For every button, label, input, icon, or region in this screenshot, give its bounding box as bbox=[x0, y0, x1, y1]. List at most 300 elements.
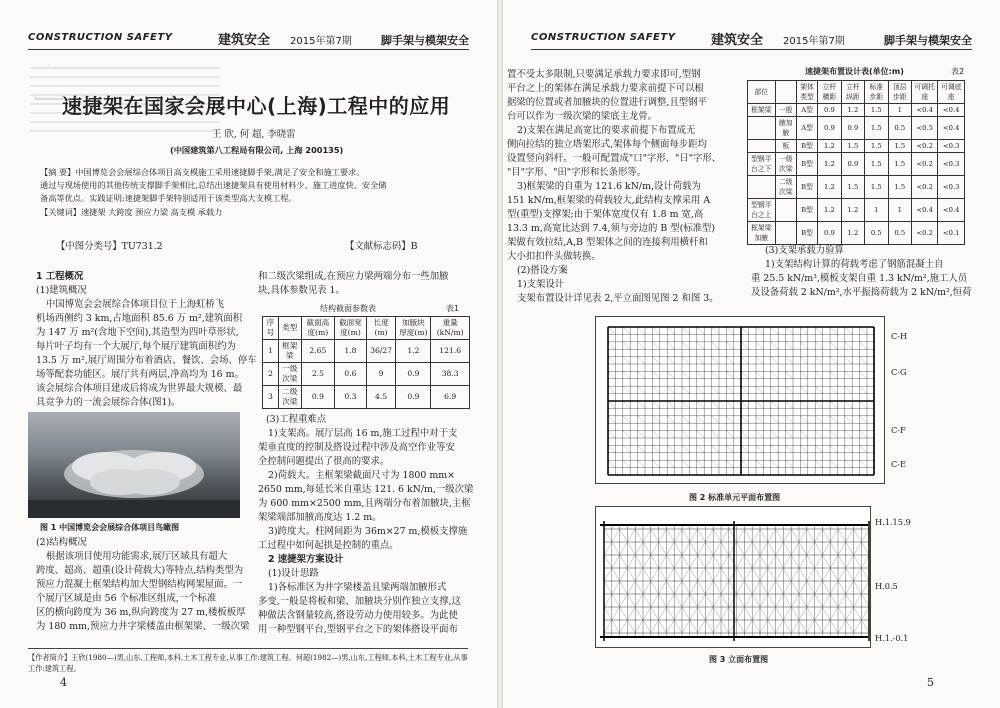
table-header-cell: 长度(m) bbox=[366, 317, 396, 340]
drawing-line bbox=[786, 371, 793, 378]
drawing-line bbox=[737, 581, 745, 594]
drawing-line bbox=[682, 386, 689, 393]
drawing-line bbox=[800, 371, 807, 378]
table-cell: <0.4 bbox=[938, 117, 965, 140]
table-cell: 121.6 bbox=[431, 340, 470, 363]
table-2 bbox=[747, 80, 965, 245]
drawing-line bbox=[744, 529, 752, 542]
drawing-line bbox=[807, 555, 815, 568]
drawing-line bbox=[861, 581, 869, 594]
drawing-line bbox=[783, 529, 791, 542]
drawing-line bbox=[776, 581, 784, 594]
table-header-cell: 加腋块厚度(m) bbox=[396, 317, 431, 340]
drawing-line bbox=[623, 327, 630, 334]
drawing-line bbox=[815, 401, 822, 408]
drawing-line bbox=[652, 416, 659, 423]
drawing-line bbox=[756, 401, 763, 408]
authors: 王 欣, 何 超, 李晓雷 bbox=[212, 129, 296, 140]
drawing-line bbox=[741, 357, 748, 364]
body-line: 为 180 mm,预应力井字梁楼盖由框架梁、一级次梁 bbox=[36, 621, 250, 632]
body-line: 支架布置设计详见表 2,平立面图见图 2 和图 3。 bbox=[517, 293, 719, 304]
drawing-line bbox=[667, 416, 674, 423]
drawing-line bbox=[638, 460, 645, 467]
table-row bbox=[263, 386, 470, 409]
drawing-line bbox=[729, 581, 737, 594]
drawing-line bbox=[776, 607, 784, 620]
table-cell: 1.5 bbox=[888, 153, 911, 176]
table-cell bbox=[775, 199, 796, 222]
table-cell: 板 bbox=[775, 140, 796, 153]
body-line: 为 600 mm×2500 mm,且两端分布着加腋块,主框 bbox=[258, 498, 471, 509]
table-header-cell: 截面高度(m) bbox=[301, 317, 335, 340]
drawing-line bbox=[627, 542, 635, 555]
body-line: 3)跨度大。柱网间距为 36m×27 m,模板支撑施 bbox=[268, 526, 468, 537]
drawing-line bbox=[643, 568, 651, 581]
drawing-line bbox=[721, 581, 729, 594]
drawing-line bbox=[799, 620, 807, 633]
table-cell: <0.4 bbox=[911, 104, 937, 117]
drawing-line bbox=[643, 620, 651, 633]
drawing-line bbox=[800, 357, 807, 364]
drawing-line bbox=[741, 460, 748, 467]
drawing-line bbox=[786, 342, 793, 349]
drawing-line bbox=[627, 555, 635, 568]
drawing-line bbox=[800, 445, 807, 452]
subheading: (1)设计思路 bbox=[268, 568, 319, 579]
drawing-line bbox=[845, 416, 852, 423]
drawing-line bbox=[815, 581, 823, 594]
drawing-line bbox=[705, 542, 713, 555]
left-page bbox=[0, 0, 497, 708]
table-header-cell bbox=[775, 81, 796, 104]
drawing-line bbox=[726, 371, 733, 378]
drawing-line bbox=[674, 581, 682, 594]
drawing-line bbox=[726, 401, 733, 408]
drawing-line bbox=[822, 555, 830, 568]
drawing-line bbox=[721, 607, 729, 620]
drawing-line bbox=[846, 620, 854, 633]
body-line: 1)各标准区为井字梁楼盖且梁两端加腋形式 bbox=[268, 582, 447, 593]
drawing-line bbox=[756, 431, 763, 438]
drawing-line bbox=[627, 568, 635, 581]
drawing-line bbox=[776, 542, 784, 555]
table-cell: 框架梁加腋 bbox=[748, 222, 776, 245]
drawing-line bbox=[845, 357, 852, 364]
drawing-line bbox=[682, 357, 689, 364]
drawing-line bbox=[659, 555, 667, 568]
drawing-line bbox=[604, 607, 612, 620]
body-line: 型(重型)支撑架;由于架体宽度仅有 1.8 m 宽,高 bbox=[507, 209, 704, 220]
drawing-line bbox=[737, 555, 745, 568]
drawing-line bbox=[815, 357, 822, 364]
drawing-line bbox=[604, 555, 612, 568]
drawing-line bbox=[846, 555, 854, 568]
drawing-line bbox=[783, 607, 791, 620]
drawing-line bbox=[682, 594, 690, 607]
drawing-line bbox=[846, 542, 854, 555]
body-line: 平台之上的架体在满足承载力要求前提下可以根 bbox=[507, 83, 704, 94]
table-cell: 0.9 bbox=[396, 363, 431, 386]
drawing-line bbox=[845, 371, 852, 378]
table-cell: 2.65 bbox=[301, 340, 335, 363]
drawing-line bbox=[705, 555, 713, 568]
table-cell: 框架梁 bbox=[748, 104, 776, 117]
drawing-line bbox=[712, 416, 719, 423]
drawing-line bbox=[697, 371, 704, 378]
drawing-line bbox=[682, 568, 690, 581]
table-cell: <0.3 bbox=[938, 140, 965, 153]
drawing-line bbox=[791, 594, 799, 607]
drawing-line bbox=[846, 594, 854, 607]
subheading: (3)工程重难点 bbox=[266, 414, 327, 425]
drawing-line bbox=[744, 568, 752, 581]
subheading: (3)支架承载力验算 bbox=[765, 245, 844, 256]
table-cell: 1.5 bbox=[888, 176, 911, 199]
table-cell bbox=[748, 117, 776, 140]
drawing-line bbox=[846, 568, 854, 581]
drawing-line bbox=[807, 594, 815, 607]
drawing-line bbox=[666, 555, 674, 568]
drawing-line bbox=[697, 357, 704, 364]
table-cell: 1.5 bbox=[841, 176, 864, 199]
drawing-line bbox=[651, 568, 659, 581]
table-cell: <0.2 bbox=[911, 176, 937, 199]
drawing-line bbox=[638, 445, 645, 452]
body-line: 用一种型钢平台,型钢平台之下的架体搭设平面布 bbox=[258, 624, 458, 635]
drawing-line bbox=[729, 529, 737, 542]
drawing-line bbox=[771, 416, 778, 423]
drawing-line bbox=[800, 460, 807, 467]
table-row bbox=[748, 222, 965, 245]
drawing-line bbox=[791, 529, 799, 542]
body-line: 架做有效拉结,A,B 型架体之间的连接利用横杆和 bbox=[507, 237, 708, 248]
table-cell: 0.9 bbox=[841, 117, 864, 140]
drawing-line bbox=[726, 431, 733, 438]
drawing-line bbox=[830, 431, 837, 438]
table-cell: <0.3 bbox=[938, 176, 965, 199]
drawing-line bbox=[838, 594, 846, 607]
page-number: 5 bbox=[927, 676, 934, 689]
drawing-line bbox=[690, 542, 698, 555]
drawing-line bbox=[690, 581, 698, 594]
drawing-line bbox=[830, 542, 838, 555]
author-footnote: 【作者简介】王欣(1980—)男,山东,工程师,本科,土木工程专业,从事工作:建筑工程。何超(1982—)男,山东,工程师,本科,土木工程专业,从事工作:建筑工程。 bbox=[28, 648, 468, 674]
body-line: 2650 mm,每延长米自重达 121. 6 kN/m,一级次梁 bbox=[258, 484, 474, 495]
table-cell: 3 bbox=[263, 386, 279, 409]
drawing-line bbox=[667, 445, 674, 452]
drawing-line bbox=[726, 416, 733, 423]
drawing-line bbox=[638, 327, 645, 334]
body-line: 具竞争力的一流会展综合体(图1)。 bbox=[36, 397, 181, 408]
drawing-line bbox=[682, 581, 690, 594]
drawing-line bbox=[737, 542, 745, 555]
body-line: 151 kN/m,框架梁的荷载较大,此结构支撑采用 A bbox=[507, 195, 711, 206]
drawing-line bbox=[674, 594, 682, 607]
page-header bbox=[28, 28, 469, 50]
table-cell: 2.5 bbox=[301, 363, 335, 386]
abstract-line: 【摘 要】中国博览会会展综合体项目高支模施工采用速捷脚手架,满足了安全和施工要求。 bbox=[40, 167, 365, 177]
drawing-line bbox=[776, 529, 784, 542]
table-row bbox=[748, 153, 965, 176]
body-line: 据梁的位置或者加腋块的位置进行调整,且型钢平 bbox=[507, 97, 707, 108]
drawing-line bbox=[815, 327, 822, 334]
table-cell: 1.2 bbox=[818, 153, 841, 176]
drawing-line bbox=[705, 607, 713, 620]
drawing-line bbox=[682, 327, 689, 334]
right-page bbox=[503, 0, 1000, 708]
body-line: 3)框架梁的自重为 121.6 kN/m,设计荷载为 bbox=[517, 181, 701, 192]
drawing-line bbox=[861, 542, 869, 555]
table-cell: 框架梁 bbox=[278, 340, 301, 363]
drawing-line bbox=[744, 607, 752, 620]
table-cell bbox=[748, 140, 776, 153]
drawing-line bbox=[815, 594, 823, 607]
drawing-line bbox=[643, 607, 651, 620]
table-cell: 1.2 bbox=[818, 199, 841, 222]
drawing-line bbox=[737, 620, 745, 633]
drawing-line bbox=[705, 581, 713, 594]
drawing-line bbox=[604, 529, 612, 542]
drawing-line bbox=[771, 342, 778, 349]
drawing-line bbox=[786, 357, 793, 364]
drawing-line bbox=[726, 460, 733, 467]
drawing-line bbox=[807, 620, 815, 633]
drawing-line bbox=[659, 607, 667, 620]
drawing-line bbox=[623, 401, 630, 408]
table-cell: <0.4 bbox=[911, 199, 937, 222]
drawing-line bbox=[760, 607, 768, 620]
drawing-line bbox=[815, 386, 822, 393]
drawing-line bbox=[651, 581, 659, 594]
drawing-line bbox=[635, 620, 643, 633]
drawing-line bbox=[729, 620, 737, 633]
drawing-line bbox=[771, 386, 778, 393]
drawing-line bbox=[652, 386, 659, 393]
table-cell: 1.2 bbox=[841, 199, 864, 222]
drawing-line bbox=[786, 386, 793, 393]
drawing-line bbox=[760, 529, 768, 542]
body-line: 2)荷载大。主框架梁截面尺寸为 1800 mm× bbox=[268, 470, 455, 481]
drawing-line bbox=[638, 416, 645, 423]
drawing-line bbox=[721, 620, 729, 633]
drawing-line bbox=[666, 542, 674, 555]
elevation-label: H.1.15.9 bbox=[875, 517, 911, 527]
drawing-line bbox=[860, 342, 867, 349]
drawing-line bbox=[666, 594, 674, 607]
body-line: 工过程中如何起拱是控制的重点。 bbox=[258, 540, 399, 551]
header-column: 脚手架与模架安全 bbox=[884, 34, 972, 47]
drawing-line bbox=[822, 529, 830, 542]
drawing-line bbox=[822, 568, 830, 581]
table-header-cell: 立杆横距 bbox=[818, 81, 841, 104]
drawing-line bbox=[620, 568, 628, 581]
drawing-line bbox=[800, 327, 807, 334]
drawing-line bbox=[845, 460, 852, 467]
drawing-line bbox=[861, 529, 869, 542]
drawing-line bbox=[623, 371, 630, 378]
table-cell: <0.2 bbox=[911, 140, 937, 153]
drawing-line bbox=[771, 401, 778, 408]
drawing-line bbox=[845, 327, 852, 334]
drawing-line bbox=[608, 357, 615, 364]
drawing-line bbox=[713, 555, 721, 568]
drawing-line bbox=[737, 607, 745, 620]
drawing-line bbox=[768, 620, 776, 633]
drawing-line bbox=[620, 620, 628, 633]
drawing-line bbox=[612, 529, 620, 542]
body-line: 全控制问题提出了很高的要求。 bbox=[258, 456, 390, 467]
drawing-line bbox=[791, 607, 799, 620]
table-1-label: 表1 bbox=[446, 304, 460, 313]
drawing-line bbox=[791, 555, 799, 568]
drawing-line bbox=[760, 620, 768, 633]
drawing-line bbox=[771, 357, 778, 364]
drawing-line bbox=[690, 529, 698, 542]
drawing-line bbox=[638, 342, 645, 349]
drawing-line bbox=[666, 607, 674, 620]
table-cell: 腋加腋 bbox=[775, 117, 796, 140]
drawing-line bbox=[830, 568, 838, 581]
drawing-line bbox=[690, 568, 698, 581]
table-cell: 4.5 bbox=[366, 386, 396, 409]
drawing-line bbox=[698, 581, 706, 594]
drawing-line bbox=[652, 371, 659, 378]
drawing-line bbox=[651, 607, 659, 620]
drawing-line bbox=[815, 371, 822, 378]
drawing-line bbox=[674, 542, 682, 555]
drawing-line bbox=[666, 581, 674, 594]
drawing-line bbox=[799, 542, 807, 555]
table-row bbox=[748, 104, 965, 117]
drawing-line bbox=[752, 542, 760, 555]
drawing-line bbox=[760, 568, 768, 581]
body-line: "目"字形、"田"字形和长条形等。 bbox=[507, 167, 647, 178]
drawing-line bbox=[741, 431, 748, 438]
table-cell: <0.4 bbox=[938, 199, 965, 222]
body-line: 1)支架结构计算的荷载考虑了钢筋混凝土自 bbox=[765, 259, 944, 270]
drawing-line bbox=[697, 401, 704, 408]
drawing-line bbox=[659, 529, 667, 542]
drawing-line bbox=[712, 371, 719, 378]
subheading: (1)建筑概况 bbox=[36, 285, 87, 296]
drawing-line bbox=[608, 401, 615, 408]
table-cell: 0.9 bbox=[841, 153, 864, 176]
drawing-line bbox=[643, 542, 651, 555]
drawing-line bbox=[623, 357, 630, 364]
drawing-line bbox=[799, 529, 807, 542]
drawing-line bbox=[666, 529, 674, 542]
drawing-line bbox=[861, 568, 869, 581]
drawing-line bbox=[612, 594, 620, 607]
table-2-caption: 速捷架布置设计表(单位:m) bbox=[805, 67, 904, 76]
table-cell: 1.2 bbox=[841, 222, 864, 245]
drawing-line bbox=[635, 568, 643, 581]
drawing-line bbox=[799, 555, 807, 568]
drawing-line bbox=[652, 357, 659, 364]
drawing-line bbox=[756, 327, 763, 334]
drawing-line bbox=[712, 386, 719, 393]
body-line: 预应力混凝土框架结构加大型钢结构网架屋面。一 bbox=[36, 579, 243, 590]
header-magazine-name: 建筑安全 bbox=[711, 33, 764, 48]
header-journal-en: CONSTRUCTION SAFETY bbox=[28, 32, 173, 43]
body-line: 种做法含钢量较高,搭设劳动力使用较多。为此使 bbox=[258, 610, 458, 621]
drawing-line bbox=[682, 416, 689, 423]
drawing-line bbox=[830, 342, 837, 349]
table-cell: 1.8 bbox=[335, 340, 367, 363]
drawing-line bbox=[620, 555, 628, 568]
body-line: 置不受太多限制,只要满足承载力要求即可,型钢 bbox=[507, 69, 701, 80]
drawing-line bbox=[638, 357, 645, 364]
body-line: 及设备荷载 2 kN/m²,水平振捣荷载为 2 kN/m²,恒荷 bbox=[751, 287, 972, 298]
drawing-line bbox=[815, 431, 822, 438]
table-header-cell: 截面宽度(m) bbox=[335, 317, 367, 340]
drawing-line bbox=[635, 594, 643, 607]
page-number: 4 bbox=[60, 676, 67, 689]
drawing-line bbox=[783, 542, 791, 555]
drawing-line bbox=[830, 445, 837, 452]
drawing-line bbox=[608, 460, 615, 467]
table-cell: 0.3 bbox=[335, 386, 367, 409]
body-line: 每片叶子均有一个大展厅,每个展厅建筑面积约为 bbox=[36, 341, 236, 352]
body-line: 跨度、超高、超重(设计荷载大)等特点,结构类型为 bbox=[36, 565, 244, 576]
drawing-line bbox=[799, 607, 807, 620]
drawing-line bbox=[783, 594, 791, 607]
drawing-line bbox=[800, 416, 807, 423]
drawing-line bbox=[612, 542, 620, 555]
drawing-line bbox=[838, 607, 846, 620]
drawing-line bbox=[620, 607, 628, 620]
drawing-line bbox=[752, 529, 760, 542]
drawing-line bbox=[791, 581, 799, 594]
table-row bbox=[748, 176, 965, 199]
drawing-line bbox=[697, 386, 704, 393]
drawing-line bbox=[854, 555, 862, 568]
drawing-line bbox=[612, 568, 620, 581]
table-cell: <0.2 bbox=[911, 153, 937, 176]
table-cell: B型 bbox=[796, 153, 817, 176]
drawing-line bbox=[698, 594, 706, 607]
drawing-line bbox=[698, 555, 706, 568]
drawing-line bbox=[652, 327, 659, 334]
drawing-line bbox=[682, 342, 689, 349]
table-cell: 1 bbox=[888, 104, 911, 117]
drawing-line bbox=[712, 431, 719, 438]
drawing-line bbox=[623, 416, 630, 423]
drawing-line bbox=[744, 620, 752, 633]
drawing-line bbox=[651, 594, 659, 607]
table-row bbox=[748, 140, 965, 153]
drawing-line bbox=[729, 568, 737, 581]
table-cell: 0.6 bbox=[335, 363, 367, 386]
page-header bbox=[531, 28, 972, 50]
drawing-line bbox=[741, 371, 748, 378]
drawing-line bbox=[627, 529, 635, 542]
drawing-line bbox=[807, 542, 815, 555]
drawing-line bbox=[854, 529, 862, 542]
drawing-line bbox=[652, 401, 659, 408]
drawing-line bbox=[760, 555, 768, 568]
drawing-line bbox=[760, 594, 768, 607]
drawing-line bbox=[744, 555, 752, 568]
drawing-line bbox=[741, 386, 748, 393]
drawing-line bbox=[659, 620, 667, 633]
drawing-line bbox=[604, 594, 612, 607]
drawing-line bbox=[705, 594, 713, 607]
drawing-line bbox=[771, 371, 778, 378]
table-cell: 0.9 bbox=[818, 104, 841, 117]
drawing-line bbox=[608, 431, 615, 438]
drawing-line bbox=[776, 594, 784, 607]
